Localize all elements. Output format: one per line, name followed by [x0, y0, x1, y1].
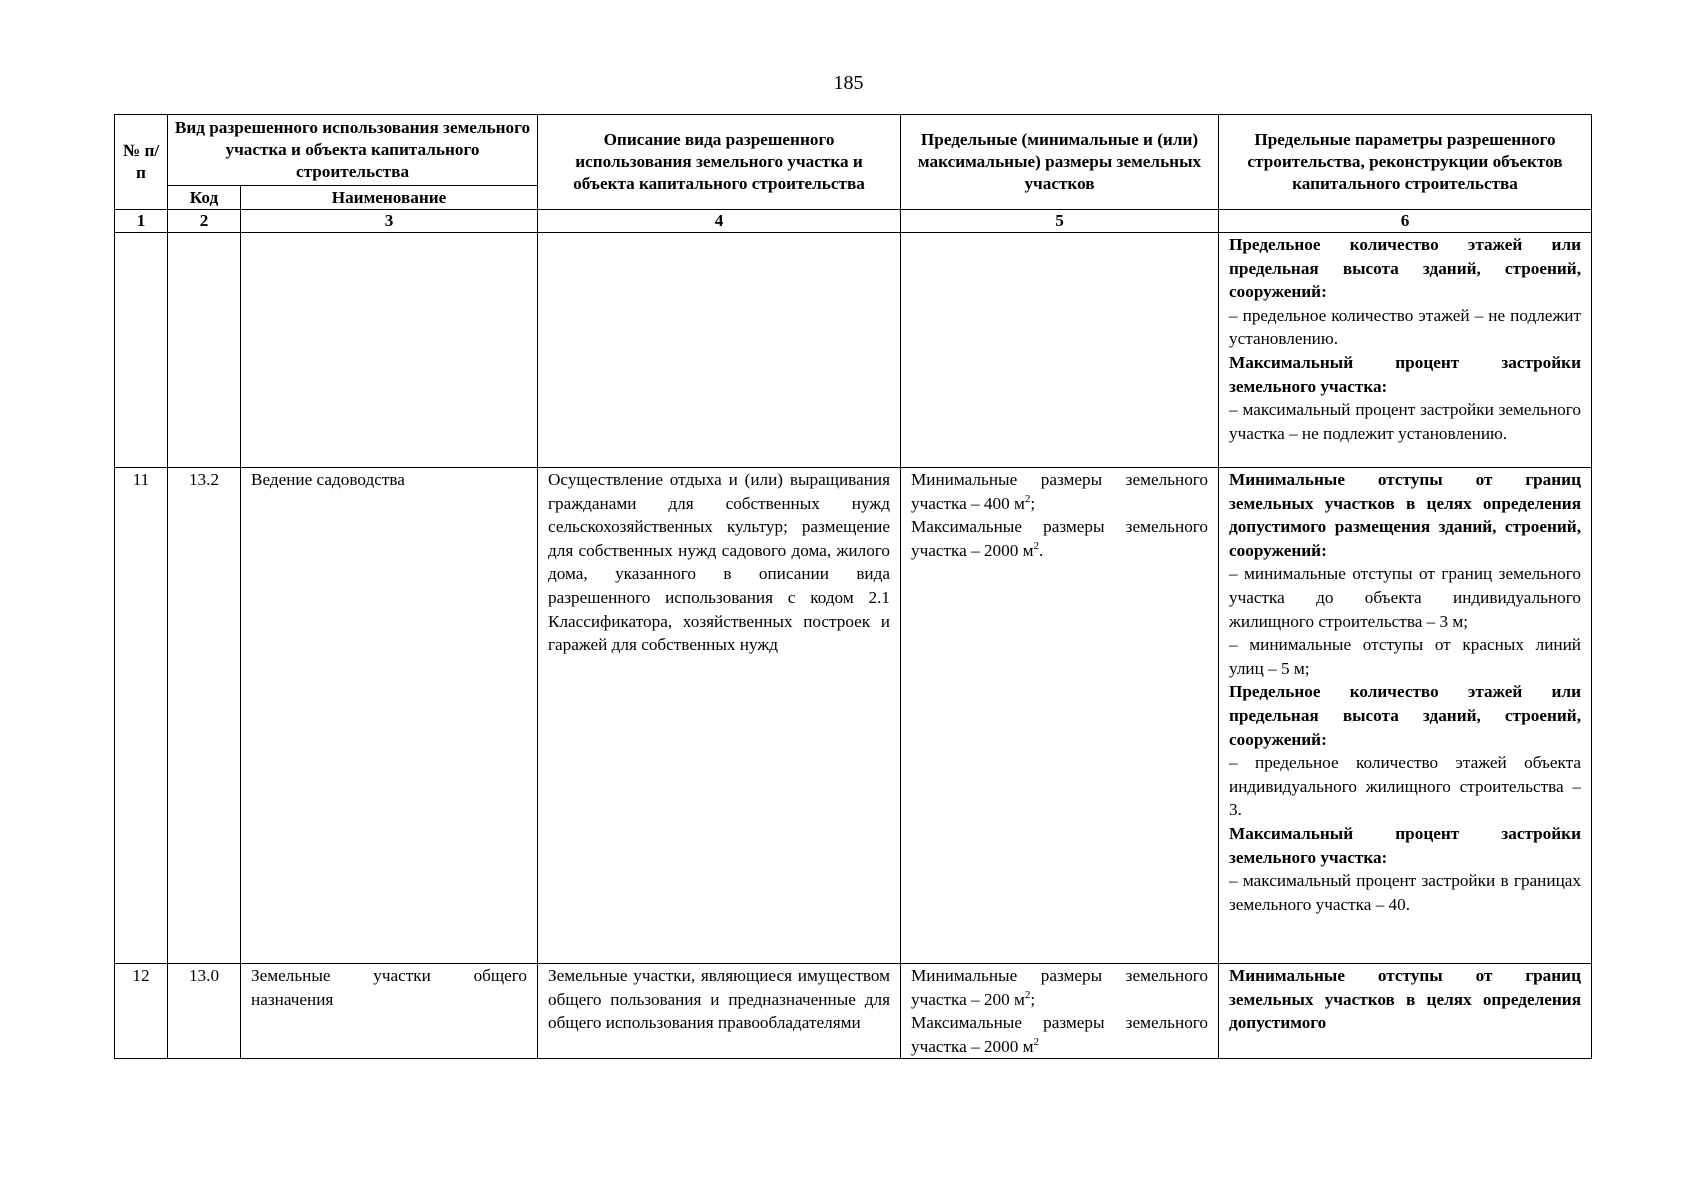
row-code: [168, 233, 241, 468]
param-value: – минимальные отступы от границ земельного участка до объекта индивидуального жилищного строительства – 3 м;: [1229, 564, 1581, 631]
table-row: [115, 964, 1592, 1059]
param-heading: Минимальные отступы от границ земельных участков в целях определения допустимого: [1229, 966, 1581, 1033]
row-construction-params: [1219, 468, 1592, 964]
header-description: Описание вида разрешенного использования земельного участка и объекта капитального строительства: [538, 115, 901, 210]
row-number: 11: [115, 468, 168, 964]
column-number: 1: [115, 210, 168, 233]
row-description: [538, 964, 901, 1059]
column-numbering-row: [115, 210, 1592, 233]
header-number: № п/п: [115, 115, 168, 210]
row-construction-params: [1219, 233, 1592, 468]
row-number: 12: [115, 964, 168, 1059]
page-number: 185: [833, 72, 864, 94]
param-value: – предельное количество этажей – не подлежит установлению.: [1229, 305, 1581, 349]
row-plot-sizes: [901, 468, 1219, 964]
row-plot-sizes: [901, 964, 1219, 1059]
table-row: [115, 233, 1592, 468]
row-name: Ведение садоводства: [241, 468, 538, 964]
plot-size-min: Минимальные размеры земельного участка – 400 $м^2$;: [911, 470, 1208, 513]
table-row: [115, 468, 1592, 964]
param-value: – максимальный процент застройки земельного участка – не подлежит установлению.: [1229, 400, 1581, 443]
land-use-table: [114, 114, 1592, 1059]
header-construction-params: Предельные параметры разрешенного строительства, реконструкции объектов капитального строительства: [1219, 115, 1592, 210]
row-description: [538, 233, 901, 468]
row-construction-params: [1219, 964, 1592, 1059]
param-heading: Предельное количество этажей или предельная высота зданий, строений, сооружений:: [1229, 682, 1581, 749]
column-number: 2: [168, 210, 241, 233]
param-value: – минимальные отступы от красных линий улиц – 5 м;: [1229, 635, 1581, 678]
header-name: Наименование: [241, 186, 538, 210]
param-heading: Максимальный процент застройки земельного участка:: [1229, 352, 1581, 396]
header-code: Код: [168, 186, 241, 210]
plot-size-max: Максимальные размеры земельного участка – 2000 $м^2$.: [911, 517, 1208, 560]
column-number: 6: [1219, 210, 1592, 233]
param-heading: Минимальные отступы от границ земельных участков в целях определения допустимого размещения зданий, строений, сооружений:: [1229, 470, 1581, 560]
column-number: 5: [901, 210, 1219, 233]
param-value: – максимальный процент застройки в границах земельного участка – 40.: [1229, 871, 1581, 914]
description-text: Осуществление отдыха и (или) выращивания гражданами для собственных нужд сельскохозяйственных культур; размещение для собственных нужд садового дома, жилого дома, указанного в описании вида разрешенного использования с кодом 2.1 Классификатора, хозяйственных построек и гаражей для собственных нужд: [548, 470, 890, 655]
row-name: [241, 233, 538, 468]
header-plot-sizes: Предельные (минимальные и (или) максимальные) размеры земельных участков: [901, 115, 1219, 210]
column-number: 4: [538, 210, 901, 233]
row-code: 13.0: [168, 964, 241, 1059]
row-description: [538, 468, 901, 964]
param-heading: Максимальный процент застройки земельного участка:: [1229, 823, 1581, 867]
row-plot-sizes: [901, 233, 1219, 468]
row-name: Земельные участки общего назначения: [241, 964, 538, 1059]
param-heading: Предельное количество этажей или предельная высота зданий, строений, сооружений:: [1229, 235, 1581, 302]
plot-size-max: Максимальные размеры земельного участка – 2000 $м^2$: [911, 1013, 1208, 1056]
column-number: 3: [241, 210, 538, 233]
plot-size-min: Минимальные размеры земельного участка – 200 $м^2$;: [911, 966, 1208, 1009]
row-code: 13.2: [168, 468, 241, 964]
row-number: [115, 233, 168, 468]
param-value: – предельное количество этажей объекта индивидуального жилищного строительства – 3.: [1229, 753, 1581, 820]
description-text: Земельные участки, являющиеся имуществом общего пользования и предназначенные для общего использования правообладателями: [548, 966, 890, 1033]
header-permitted-use: Вид разрешенного использования земельного участка и объекта капитального строительства: [168, 115, 538, 186]
